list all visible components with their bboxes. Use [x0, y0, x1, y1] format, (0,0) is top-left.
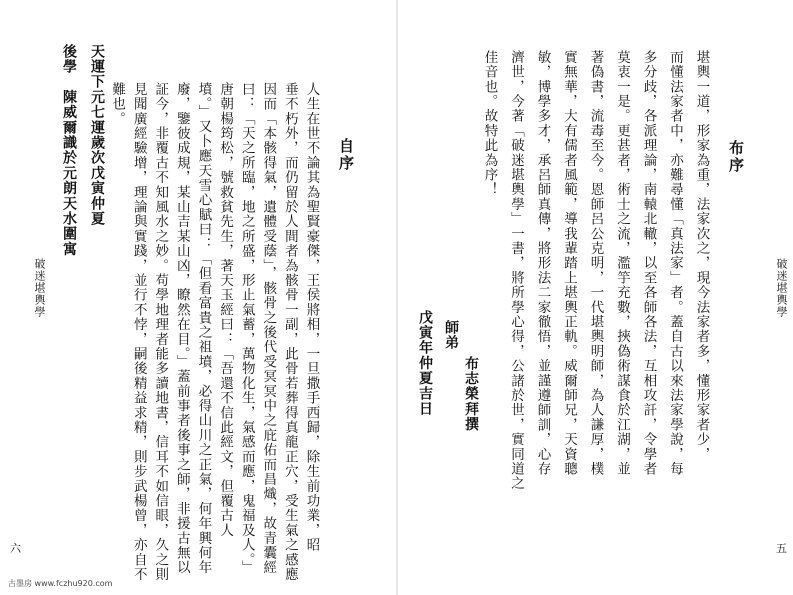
text-column: 佳音也。故特此為序！	[481, 50, 498, 197]
text-column: 多分歧，各派理論，南轅北轍，以至各師各法，互相攻訐，令學者	[640, 50, 657, 477]
text-column: 唐朝楊筠松，號救貧先生，著天玉經曰：「吾還不信此經文，但覆古人	[217, 82, 234, 538]
text-column: 垂不朽外，而仍留於人間者為骸骨一副，此骨若葬得真龍正穴，受生氣之感應	[281, 82, 298, 582]
right-page-number: 五	[776, 542, 787, 555]
right-title: 布序	[727, 140, 745, 174]
right-signature-date: 戊寅年仲夏吉日	[417, 310, 433, 417]
left-running-header: 破迷堪輿學	[33, 258, 46, 318]
text-column: 莫衷一是。更甚者，術士之流，濫竽充數，挾偽術謀食於江湖，並	[614, 50, 630, 477]
right-running-header: 破迷堪輿學	[775, 258, 788, 318]
text-column: 難也。	[109, 82, 126, 127]
right-signature-role: 師弟	[443, 320, 459, 351]
left-title: 自序	[337, 138, 355, 172]
text-column: 廢，鑒彼成規，某山吉某山凶，瞭然在目。」蓋前事者後事之師，非援古無以	[173, 82, 190, 576]
text-column: 因而「本骸得氣，遺體受蔭」，骸骨之後代受冥冥中之庇佑而昌熾，故青囊經	[260, 82, 277, 576]
text-column: 証今，非覆古不知風水之妙。苟學地理者能多讀地書，信耳不如信眼，久之則	[152, 82, 169, 582]
right-page	[398, 0, 793, 595]
text-column: 而懂法家者中，亦難尋懂「真法家」者。蓋自古以來法家學說，每	[667, 50, 683, 477]
text-column: 見聞廣經驗增，理論與實踐，並行不悖，嗣後精益求精，則步武楊曾，亦自不	[130, 82, 147, 582]
text-column: 實無華，大有儒者風範，導我輩踏上堪輿正軌。威爾師兄，天資聰	[561, 50, 577, 477]
right-signature-name: 布志榮拜撰	[463, 356, 479, 432]
left-signature: 後學 陳威爾識於元朗天水圍寓	[61, 44, 77, 257]
text-column: 著偽書，流毒至今。恩師呂公克明，一代堪輿明師，為人謙厚，樸	[587, 50, 604, 477]
watermark-footer: 古墨房 www.fczhu920.com	[8, 579, 113, 588]
left-page-number: 六	[10, 542, 21, 555]
text-column: 人生在世不論其為聖賢豪傑，王侯將相，一旦撒手西歸，除生前功業，昭	[303, 82, 320, 553]
text-column: 敏，博學多才，承呂師真傳，將形法二家徹悟，並謹遵師訓，心存	[534, 50, 551, 477]
text-column: 濟世，今著「破迷堪輿學」一書，將所學心得，公諸於世，實同道之	[508, 50, 524, 491]
left-page	[0, 0, 396, 595]
text-column: 曰：「天之所臨，地之所盛，形止氣蓄，萬物化生，氣感而應，鬼福及人。」	[238, 82, 255, 576]
text-column: 墳。」又卜應天雪心賦曰：「但看富貴之祖墳，必得山川之正氣，何年興何年	[195, 82, 212, 576]
text-column: 堪輿一道，形家為重，法家次之，現今法家者多，懂形家者少，	[693, 50, 710, 462]
left-date-line: 天運下元七運歲次戊寅仲夏	[89, 44, 105, 227]
